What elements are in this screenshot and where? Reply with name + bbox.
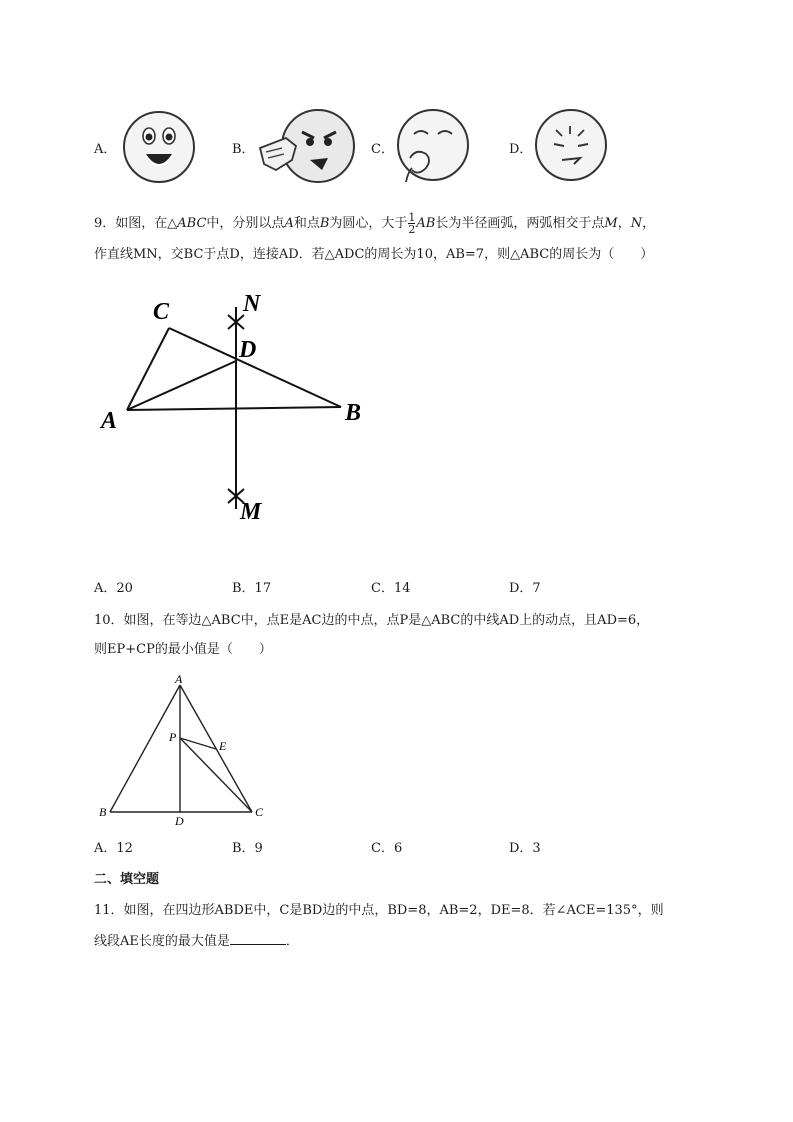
label-p: P [169,730,177,744]
q9-option-c: C．14 [371,581,411,596]
q9-option-a: A．20 [94,581,133,596]
q9-text: 中，分别以点 [206,216,285,231]
label-b: B [99,805,107,819]
q11-stem-line1: 11．如图，在四边形ABDE中，C是BD边的中点，BD=8，AB=2，DE=8．若∠ACE=135°，则 [94,903,664,918]
q9-text: ， [617,216,631,231]
q9-figure [95,285,385,525]
q10-stem-line2: 则EP+CP的最小值是（ ） [94,642,272,657]
q11-text: ． [285,934,299,949]
laughing-covering-mouth-face-icon [396,108,470,182]
q11-stem-line2 [94,932,299,952]
answer-blank[interactable] [230,944,286,945]
q9-stem-line2: 作直线MN，交BC于点D，连接AD．若△ADC的周长为10，AB=7，则△ABC的周长为（ ） [94,247,654,262]
q9-option-b: B．17 [232,581,272,596]
label-d: D [175,814,184,828]
q9-var: ABC [177,216,207,231]
q9-var: N [630,216,643,231]
fraction-denominator: 2 [408,223,416,236]
q9-text: ， [642,216,656,231]
segment-ab [110,685,180,812]
smiling-face-icon [122,110,196,184]
fraction-numerator: 1 [408,211,416,224]
q9-var: B [319,216,330,231]
fraction-one-half [408,212,415,235]
label-e: E [219,739,227,753]
q9-var: A [284,216,294,231]
q8-option-a-label: A． [94,142,117,157]
section-title: 二、填空题 [94,872,160,887]
q8-option-c-label: C． [371,142,394,157]
label-b: B [345,400,362,426]
q9-text: 为圆心，大于 [329,216,408,231]
q10-option-a: A．12 [94,841,133,856]
segment-ab [127,407,341,410]
squinting-face-icon [534,108,608,182]
q9-text: 9．如图，在△ [94,216,178,231]
q9-text: 和点 [293,216,320,231]
label-c: C [153,299,170,325]
q9-var: M [604,216,618,231]
q10-option-d: D．3 [509,841,541,856]
label-n: N [243,291,261,317]
q9-option-d: D．7 [509,581,541,596]
q11-text: 线段AE长度的最大值是 [94,934,230,949]
q9-stem-line1 [94,212,655,235]
q10-stem-line1: 10．如图，在等边△ABC中，点E是AC边的中点，点P是△ABC的中线AD上的动点，且AD=6， [94,613,650,628]
q8-option-b-label: B． [232,142,255,157]
label-a: A [101,408,118,434]
q10-option-b: B．9 [232,841,263,856]
q9-text: 长为半径画弧，两弧相交于点 [435,216,605,231]
segment-ad [127,361,236,410]
q10-option-c: C．6 [371,841,403,856]
label-m: M [240,499,262,525]
label-d: D [239,337,257,363]
segment-ac [127,328,169,410]
label-a: A [175,672,183,686]
q9-var: AB [416,216,436,231]
angry-pointing-face-icon [256,108,360,188]
q10-figure [95,672,275,832]
q8-option-d-label: D． [509,142,533,157]
label-c: C [255,805,264,819]
